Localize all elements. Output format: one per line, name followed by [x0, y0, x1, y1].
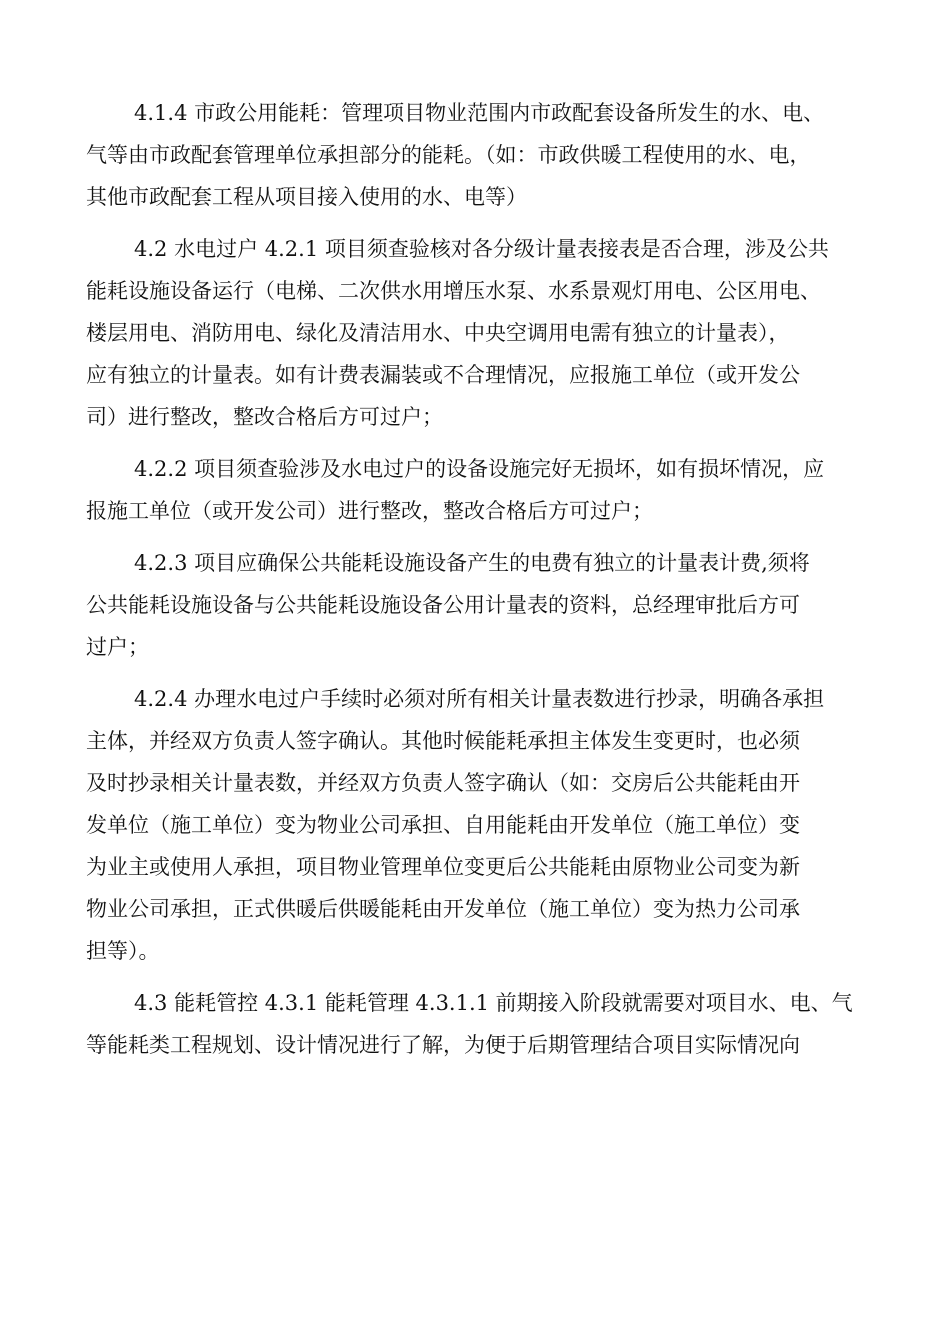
text-line: 4.2.4 办理水电过户手续时必须对所有相关计量表数进行抄录，明确各承担	[134, 687, 825, 711]
text-line: 物业公司承担，正式供暖后供暖能耗由开发单位（施工单位）变为热力公司承	[86, 897, 800, 921]
text-line: 公共能耗设施设备与公共能耗设施设备公用计量表的资料，总经理审批后方可	[86, 593, 800, 617]
paragraph-4-2	[86, 228, 864, 438]
text-line: 发单位（施工单位）变为物业公司承担、自用能耗由开发单位（施工单位）变	[86, 813, 800, 837]
paragraph-4-3	[86, 982, 864, 1066]
text-line: 及时抄录相关计量表数，并经双方负责人签字确认（如：交房后公共能耗由开	[86, 771, 800, 795]
text-line: 4.3 能耗管控 4.3.1 能耗管理 4.3.1.1 前期接入阶段就需要对项目水、电、气	[134, 991, 853, 1015]
text-line: 4.2.2 项目须查验涉及水电过户的设备设施完好无损坏，如有损坏情况，应	[134, 457, 825, 481]
paragraph-4-1-4	[86, 92, 864, 218]
text-line: 过户；	[86, 635, 149, 659]
text-line: 4.2.3 项目应确保公共能耗设施设备产生的电费有独立的计量表计费,须将	[134, 551, 810, 575]
text-line: 担等）。	[86, 939, 160, 963]
text-line: 司）进行整改，整改合格后方可过户；	[86, 405, 443, 429]
text-line: 4.2 水电过户 4.2.1 项目须查验核对各分级计量表接表是否合理，涉及公共	[134, 237, 829, 261]
text-line: 能耗设施设备运行（电梯、二次供水用增压水泵、水系景观灯用电、公区用电、	[86, 279, 821, 303]
text-line: 气等由市政配套管理单位承担部分的能耗。（如：市政供暖工程使用的水、电，	[86, 143, 811, 167]
text-line: 报施工单位（或开发公司）进行整改，整改合格后方可过户；	[86, 499, 653, 523]
text-line: 应有独立的计量表。如有计费表漏装或不合理情况，应报施工单位（或开发公	[86, 363, 800, 387]
text-line: 等能耗类工程规划、设计情况进行了解，为便于后期管理结合项目实际情况向	[86, 1033, 800, 1057]
text-line: 4.1.4 市政公用能耗：管理项目物业范围内市政配套设备所发生的水、电、	[134, 101, 825, 125]
text-line: 主体，并经双方负责人签字确认。其他时候能耗承担主体发生变更时，也必须	[86, 729, 800, 753]
paragraph-4-2-2	[86, 448, 864, 532]
paragraph-4-2-3	[86, 542, 864, 668]
text-line: 楼层用电、消防用电、绿化及清洁用水、中央空调用电需有独立的计量表），	[86, 321, 790, 345]
document-page	[86, 92, 864, 1066]
text-line: 其他市政配套工程从项目接入使用的水、电等）	[86, 185, 527, 209]
text-line: 为业主或使用人承担，项目物业管理单位变更后公共能耗由原物业公司变为新	[86, 855, 800, 879]
paragraph-4-2-4	[86, 678, 864, 972]
